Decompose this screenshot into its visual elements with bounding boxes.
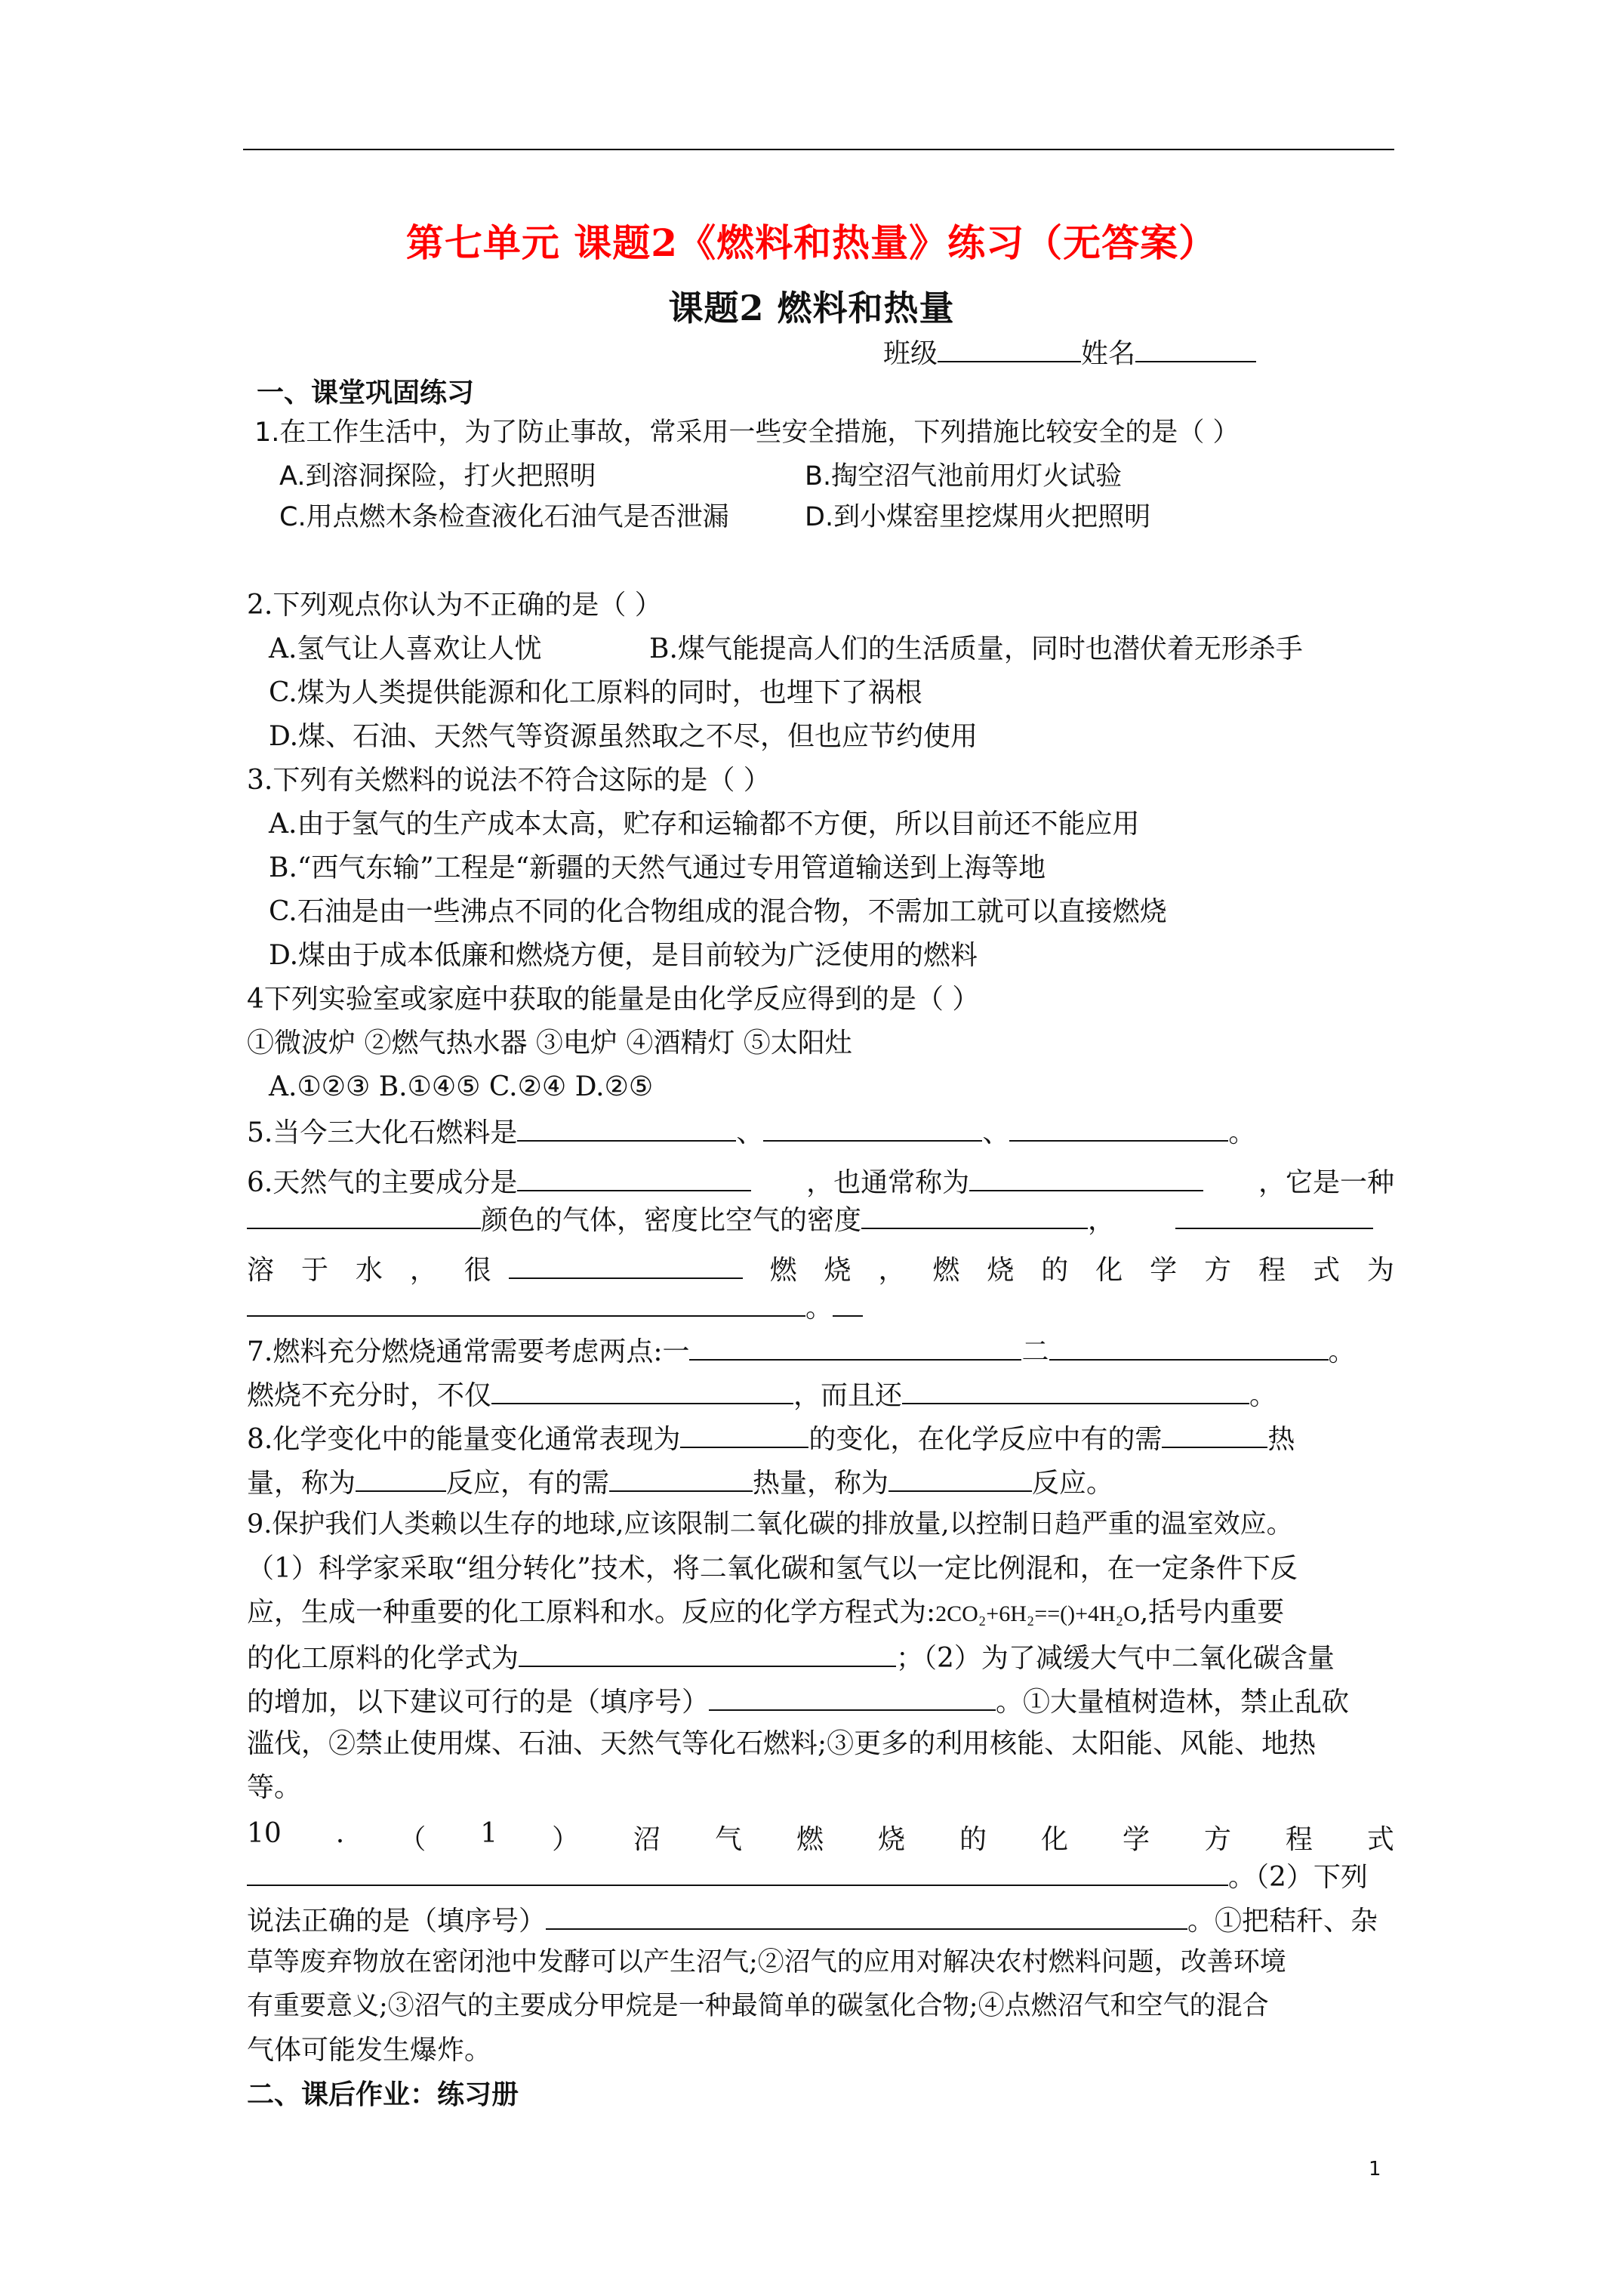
name-blank (1135, 338, 1256, 362)
q9-line-7: 等。 (247, 1772, 302, 1803)
q7-part-3: 。 (1328, 1336, 1356, 1367)
q8-part-4: 量，称为 (247, 1468, 356, 1499)
q6-end: 。 (805, 1293, 833, 1324)
q5-text: 5.当今三大化石燃料是 (247, 1117, 518, 1148)
q10-line-5: 有重要意义;③沼气的主要成分甲烷是一种最简单的碳氢化合物;④点燃沼气和空气的混合 (247, 1991, 1269, 2021)
class-label: 班级 (883, 338, 938, 369)
q6-part-1: 6.天然气的主要成分是 (247, 1167, 518, 1198)
q7-line-2 (247, 1380, 1277, 1410)
q8-blank-4 (609, 1468, 753, 1492)
header-rule (243, 149, 1394, 150)
page-number: 1 (1369, 2158, 1381, 2180)
q9-line-1: 9.保护我们人类赖以生存的地球,应该限制二氧化碳的排放量,以控制日趋严重的温室效应。 (247, 1509, 1293, 1539)
class-name-line (883, 338, 1256, 368)
q7-part-2: 二 (1021, 1336, 1049, 1367)
q7-blank-1 (689, 1336, 1021, 1361)
q7-end: 。 (1249, 1380, 1277, 1411)
q6-part-3: ，它是一种 (1258, 1167, 1394, 1198)
class-blank (938, 338, 1081, 362)
q9-line-5: 的增加，以下建议可行的是（填序号） 。①大量植树造林，禁止乱砍 (247, 1687, 1350, 1718)
q8-part-6: 热量，称为 (753, 1468, 889, 1499)
q3-option-a: A.由于氢气的生产成本太高，贮存和运输都不方便，所以目前还不能应用 (269, 809, 1140, 840)
q1-stem: 1.在工作生活中，为了防止事故，常采用一些安全措施，下列措施比较安全的是（ ） (254, 418, 1240, 448)
q7-part-5: ，而且还 (793, 1380, 903, 1411)
q6-blank-1 (517, 1167, 751, 1191)
q5-end: 。 (1228, 1117, 1256, 1148)
q5-sep-2: 、 (982, 1117, 1010, 1148)
q1-option-a: A.到溶洞探险，打火把照明 (279, 461, 596, 492)
q7-blank-4 (902, 1380, 1249, 1404)
q5-blank-1 (517, 1117, 736, 1142)
q2-option-c: C.煤为人类提供能源和化工原料的同时，也埋下了祸根 (269, 677, 922, 708)
q2-option-d: D.煤、石油、天然气等资源虽然取之不尽，但也应节约使用 (269, 721, 978, 752)
q2-stem: 2.下列观点你认为不正确的是（ ） (247, 590, 662, 621)
q9-line-4: 的化工原料的化学式为 ；（2）为了减缓大气中二氧化碳含量 (247, 1643, 1335, 1674)
q6-line-4 (247, 1293, 863, 1322)
q1-option-d: D.到小煤窑里挖煤用火把照明 (805, 502, 1151, 532)
q6-part-5: ， (1088, 1205, 1116, 1236)
q7-blank-2 (1049, 1336, 1329, 1361)
document-title: 第七单元 课题2《燃料和热量》练习（无答案） (405, 220, 1218, 265)
q8-part-1: 8.化学变化中的能量变化通常表现为 (247, 1424, 681, 1455)
q7-part-4: 燃烧不充分时，不仅 (247, 1380, 492, 1411)
q6-line-1 (247, 1161, 1394, 1200)
q10-line-6: 气体可能发生爆炸。 (247, 2035, 492, 2066)
q6-blank-4 (861, 1205, 1088, 1229)
q8-blank-5 (888, 1468, 1032, 1492)
section-heading-2: 二、课后作业：练习册 (247, 2079, 519, 2110)
q8-part-2: 的变化，在化学反应中有的需 (808, 1424, 1163, 1455)
q6-blank-2 (969, 1167, 1203, 1191)
q2-option-a: A.氢气让人喜欢让人忧 (269, 633, 542, 664)
q6-line-3: 溶 于 水 ， 很 燃 烧 ， 燃 烧 的 化 学 方 程 式 为 (247, 1255, 1394, 1286)
q5-sep-1: 、 (736, 1117, 764, 1148)
q10-line-2: 。（2）下列 (247, 1862, 1368, 1891)
q3-stem: 3.下列有关燃料的说法不符合这际的是（ ） (247, 765, 771, 796)
name-label: 姓名 (1081, 338, 1136, 369)
q9-line-6: 滥伐，②禁止使用煤、石油、天然气等化石燃料;③更多的利用核能、太阳能、风能、地热 (247, 1728, 1317, 1759)
section-heading-1: 一、课堂巩固练习 (257, 377, 475, 408)
q6-part-2: ，也通常称为 (806, 1167, 970, 1198)
q10-line-4: 草等废弃物放在密闭池中发酵可以产生沼气;②沼气的应用对解决农村燃料问题，改善环境 (247, 1947, 1286, 1977)
q9-line-2: （1）科学家采取“组分转化”技术，将二氧化碳和氢气以一定比例混和，在一定条件下反 (247, 1553, 1298, 1584)
q8-part-5: 反应，有的需 (446, 1468, 610, 1499)
q4-stem: 4下列实验室或家庭中获取的能量是由化学反应得到的是（ ） (247, 984, 980, 1015)
q3-option-b: B.“西气东输”工程是“新疆的天然气通过专用管道输送到上海等地 (269, 852, 1046, 883)
lesson-title: 课题2 燃料和热量 (668, 288, 955, 328)
q10-line-1: 10 . （ 1 ） 沼 气 燃 烧 的 化 学 方 程 式 (247, 1818, 1394, 1855)
q8-part-3: 热 (1267, 1424, 1295, 1455)
q6-blank-6 (509, 1255, 743, 1279)
q6-blank-5 (1175, 1205, 1373, 1229)
q7-blank-3 (491, 1380, 793, 1404)
q7-line-1 (247, 1336, 1356, 1366)
q2-option-b: B.煤气能提高人们的生活质量，同时也潜伏着无形杀手 (649, 633, 1303, 664)
q10-blank-2 (546, 1906, 1187, 1930)
q8-blank-3 (356, 1468, 446, 1492)
q1-option-c: C.用点燃木条检查液化石油气是否泄漏 (279, 502, 729, 532)
q6-line-2 (247, 1205, 1373, 1234)
q3-option-d: D.煤由于成本低廉和燃烧方便，是目前较为广泛使用的燃料 (269, 940, 978, 971)
q7-part-1: 7.燃料充分燃烧通常需要考虑两点:一 (247, 1336, 690, 1367)
q4-items: ①微波炉 ②燃气热水器 ③电炉 ④酒精灯 ⑤太阳灶 (247, 1028, 852, 1059)
q9-line-3: 应，生成一种重要的化工原料和水。反应的化学方程式为:2CO₂+6H₂==()+4H₂O,括号内重要 (247, 1597, 1285, 1628)
q8-line-2 (247, 1468, 1113, 1497)
q6-blank-7 (247, 1293, 805, 1317)
q10-blank-1 (247, 1862, 1228, 1886)
q4-options: A.①②③ B.①④⑤ C.②④ D.②⑤ (269, 1071, 654, 1102)
q5-blank-3 (1009, 1117, 1228, 1142)
q8-blank-1 (680, 1424, 808, 1448)
q8-part-7: 反应。 (1032, 1468, 1114, 1499)
q5-line (247, 1117, 1255, 1147)
q10-line-3: 说法正确的是（填序号） 。①把秸秆、杂 (247, 1906, 1378, 1937)
q1-option-b: B.掏空沼气池前用灯火试验 (805, 461, 1123, 492)
q9-blank-1 (519, 1643, 896, 1667)
q3-option-c: C.石油是由一些沸点不同的化合物组成的混合物，不需加工就可以直接燃烧 (269, 896, 1167, 927)
q9-blank-2 (709, 1687, 996, 1711)
q6-blank-3 (247, 1205, 481, 1229)
q8-blank-2 (1162, 1424, 1267, 1448)
q5-blank-2 (763, 1117, 982, 1142)
q9-equation: 2CO₂+6H₂==()+4H₂O (935, 1601, 1140, 1626)
q6-part-4: 颜色的气体，密度比空气的密度 (481, 1205, 862, 1236)
q8-line-1 (247, 1424, 1295, 1453)
